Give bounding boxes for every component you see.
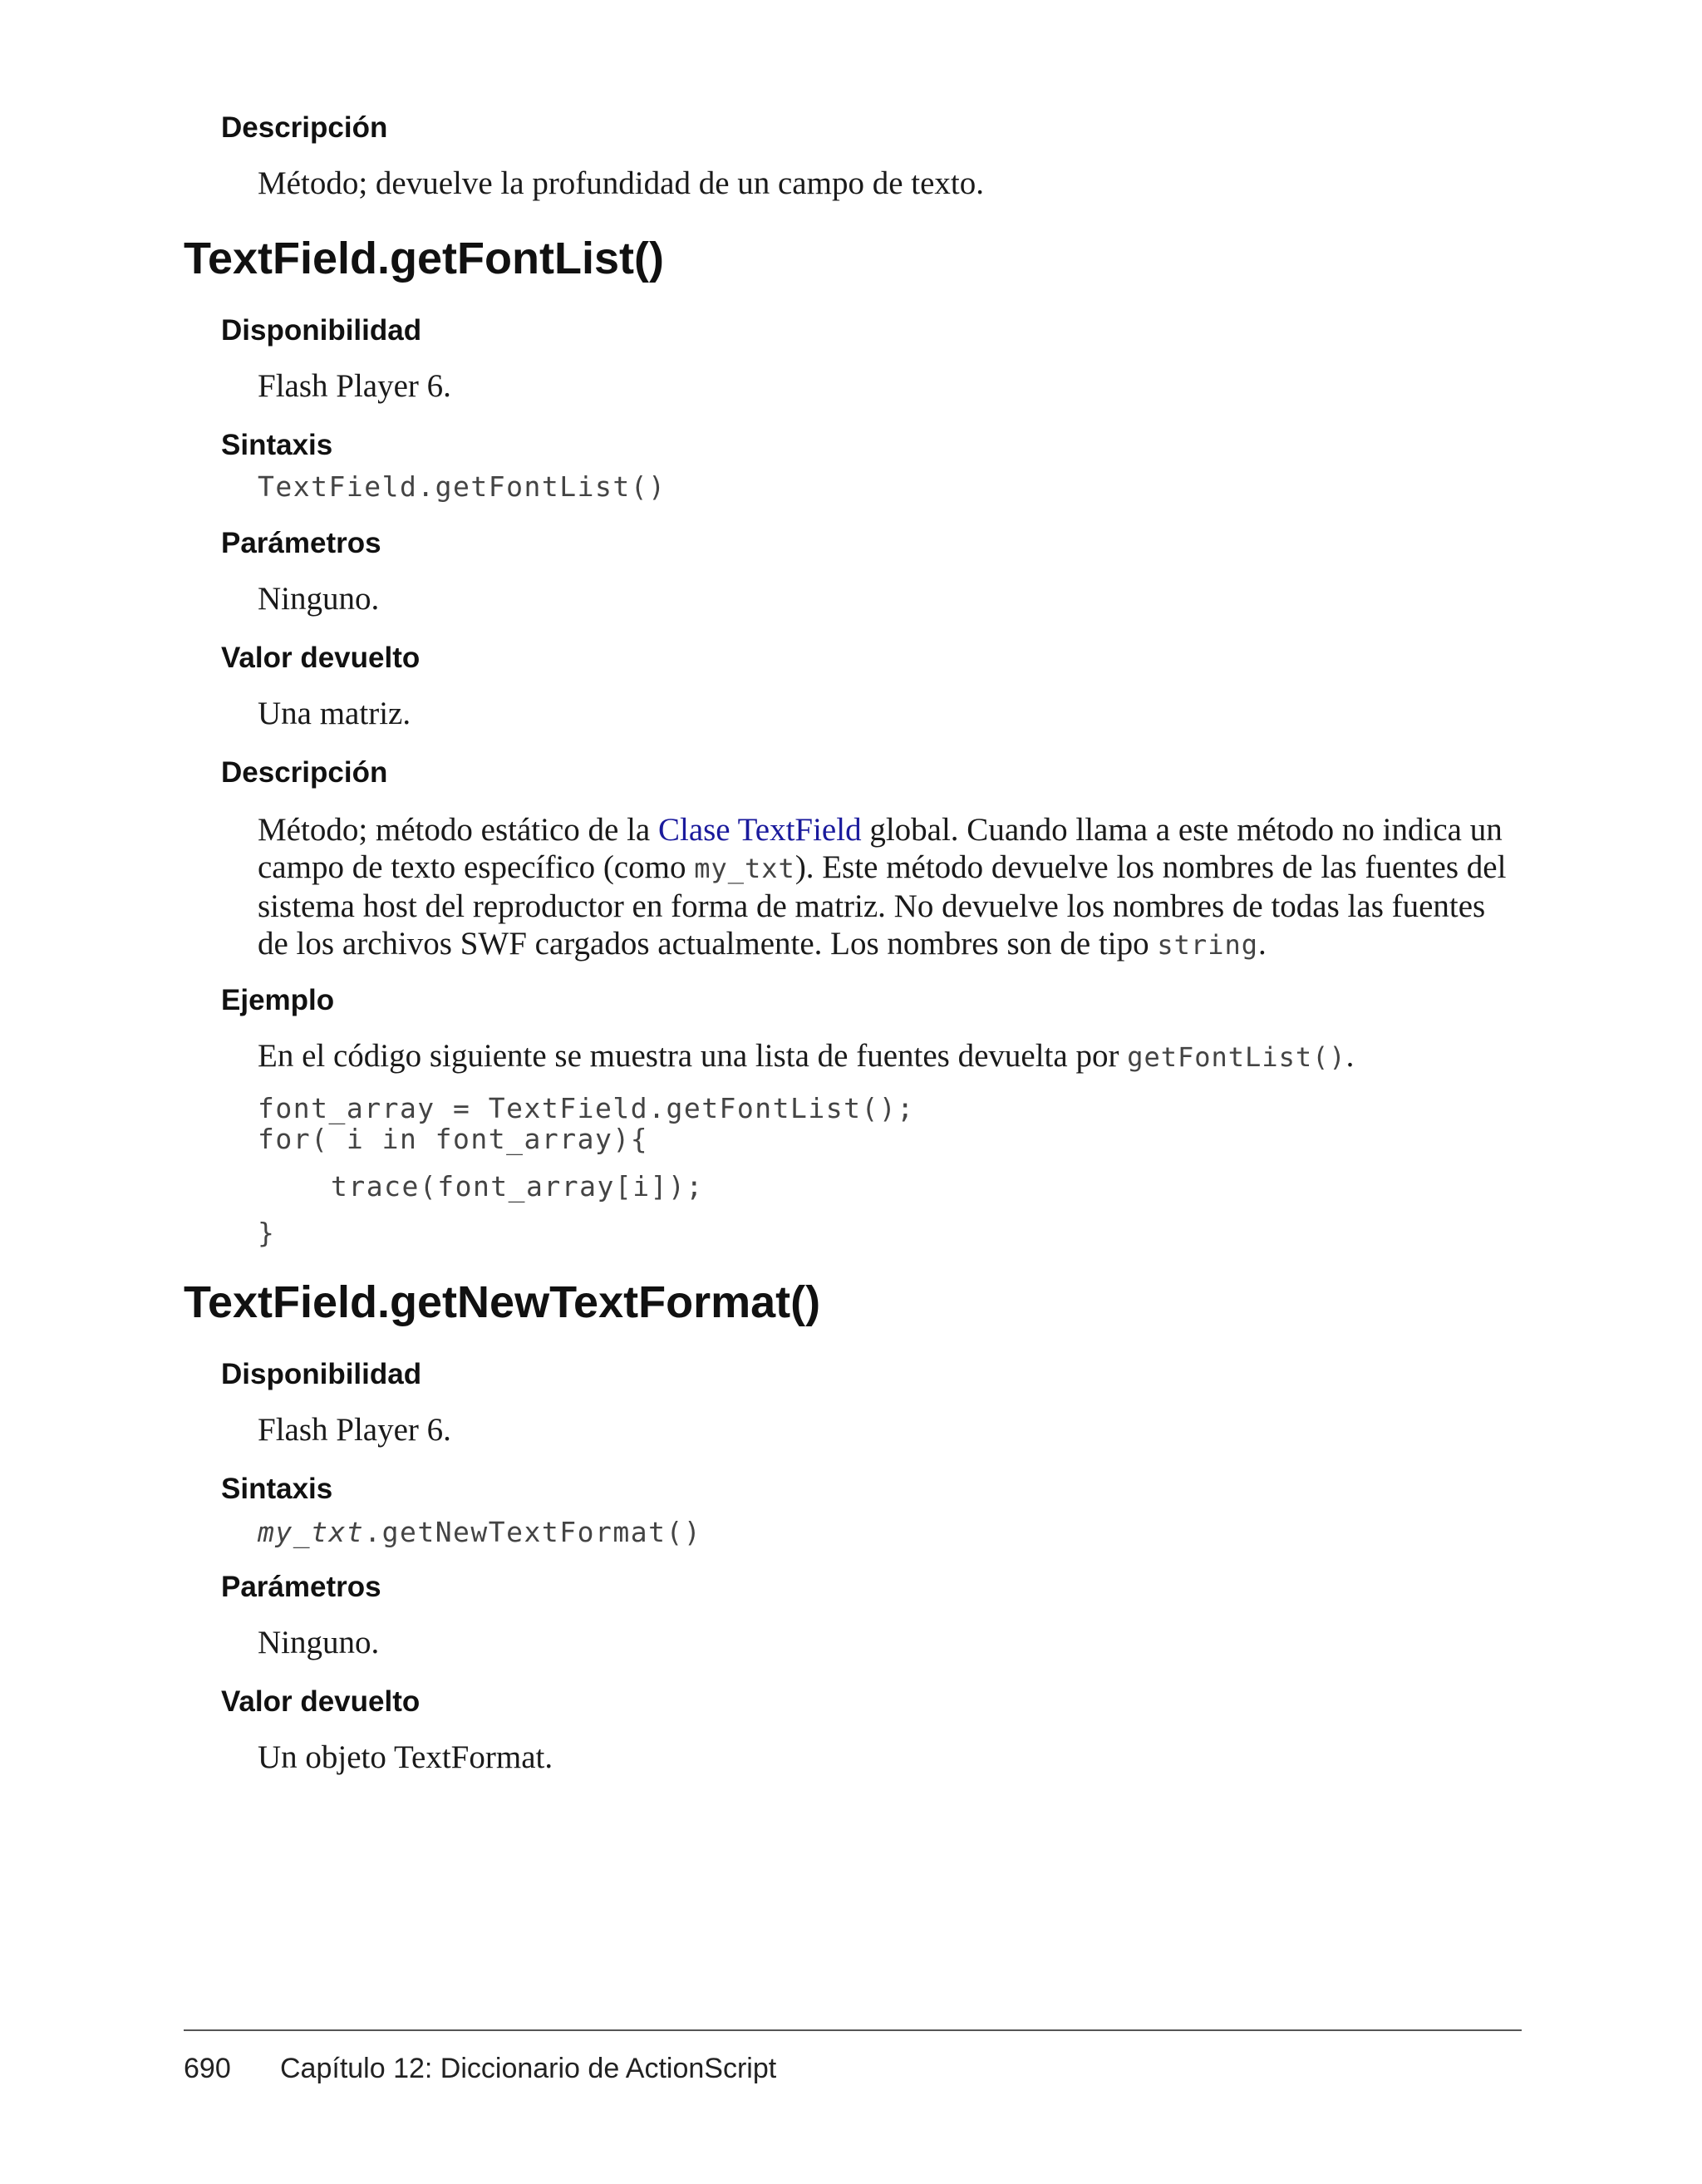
description-text: global. Cuando llama a este método no indica un campo de texto específico (como [258, 812, 1503, 885]
availability-heading: Disponibilidad [221, 1358, 422, 1390]
chapter-title: Capítulo 12: Diccionario de ActionScript [280, 2053, 777, 2084]
description-text: Método; devuelve la profundidad de un campo de texto. [258, 165, 984, 201]
description-text: Método; método estático de la [258, 812, 658, 848]
syntax-heading: Sintaxis [221, 1473, 333, 1505]
description-text: . [1257, 926, 1267, 962]
description-text: ). Este método devuelve los nombres de las fuentes del sistema host del reproductor en forma de matriz. No devuelve los nombres de todas las fuentes de los archivos SWF cargados actualmente. Los nombres son de tipo [258, 849, 1507, 962]
availability-heading: Disponibilidad [221, 314, 422, 347]
availability-text: Flash Player 6. [258, 368, 451, 404]
parameters-heading: Parámetros [221, 527, 381, 559]
example-intro [258, 1037, 1354, 1076]
syntax-code [258, 1516, 701, 1548]
inline-code: my_txt [694, 853, 795, 884]
return-value-text: Una matriz. [258, 696, 411, 731]
availability-text: Flash Player 6. [258, 1412, 451, 1448]
syntax-heading: Sintaxis [221, 429, 333, 461]
syntax-object: my_txt [258, 1516, 365, 1548]
syntax-method: .getNewTextFormat() [364, 1516, 702, 1548]
parameters-heading: Parámetros [221, 1571, 381, 1603]
code-line: trace(font_array[i]); [331, 1170, 704, 1203]
example-intro-text: En el código siguiente se muestra una lista de fuentes devuelta por [258, 1038, 1128, 1074]
parameters-text: Ninguno. [258, 1625, 380, 1660]
description-heading: Descripción [221, 111, 388, 144]
code-line: for( i in font_array){ [258, 1123, 649, 1155]
section-title-getnewtextformat: TextField.getNewTextFormat() [184, 1277, 821, 1327]
example-intro-end: . [1345, 1038, 1355, 1074]
inline-code: getFontList() [1127, 1041, 1346, 1073]
textfield-class-link[interactable]: Clase TextField [657, 812, 862, 848]
return-value-text: Un objeto TextFormat. [258, 1739, 553, 1775]
page-number: 690 [184, 2053, 231, 2084]
inline-code: string [1157, 929, 1258, 961]
code-line: } [258, 1217, 276, 1249]
code-line: font_array = TextField.getFontList(); [258, 1092, 915, 1124]
description-heading: Descripción [221, 756, 388, 789]
example-heading: Ejemplo [221, 984, 335, 1016]
section-title-getfontlist: TextField.getFontList() [184, 234, 664, 283]
parameters-text: Ninguno. [258, 581, 380, 617]
description-paragraph [258, 811, 1521, 964]
syntax-code: TextField.getFontList() [258, 470, 667, 503]
return-value-heading: Valor devuelto [221, 1685, 421, 1718]
return-value-heading: Valor devuelto [221, 642, 421, 674]
footer-rule [184, 2029, 1522, 2031]
